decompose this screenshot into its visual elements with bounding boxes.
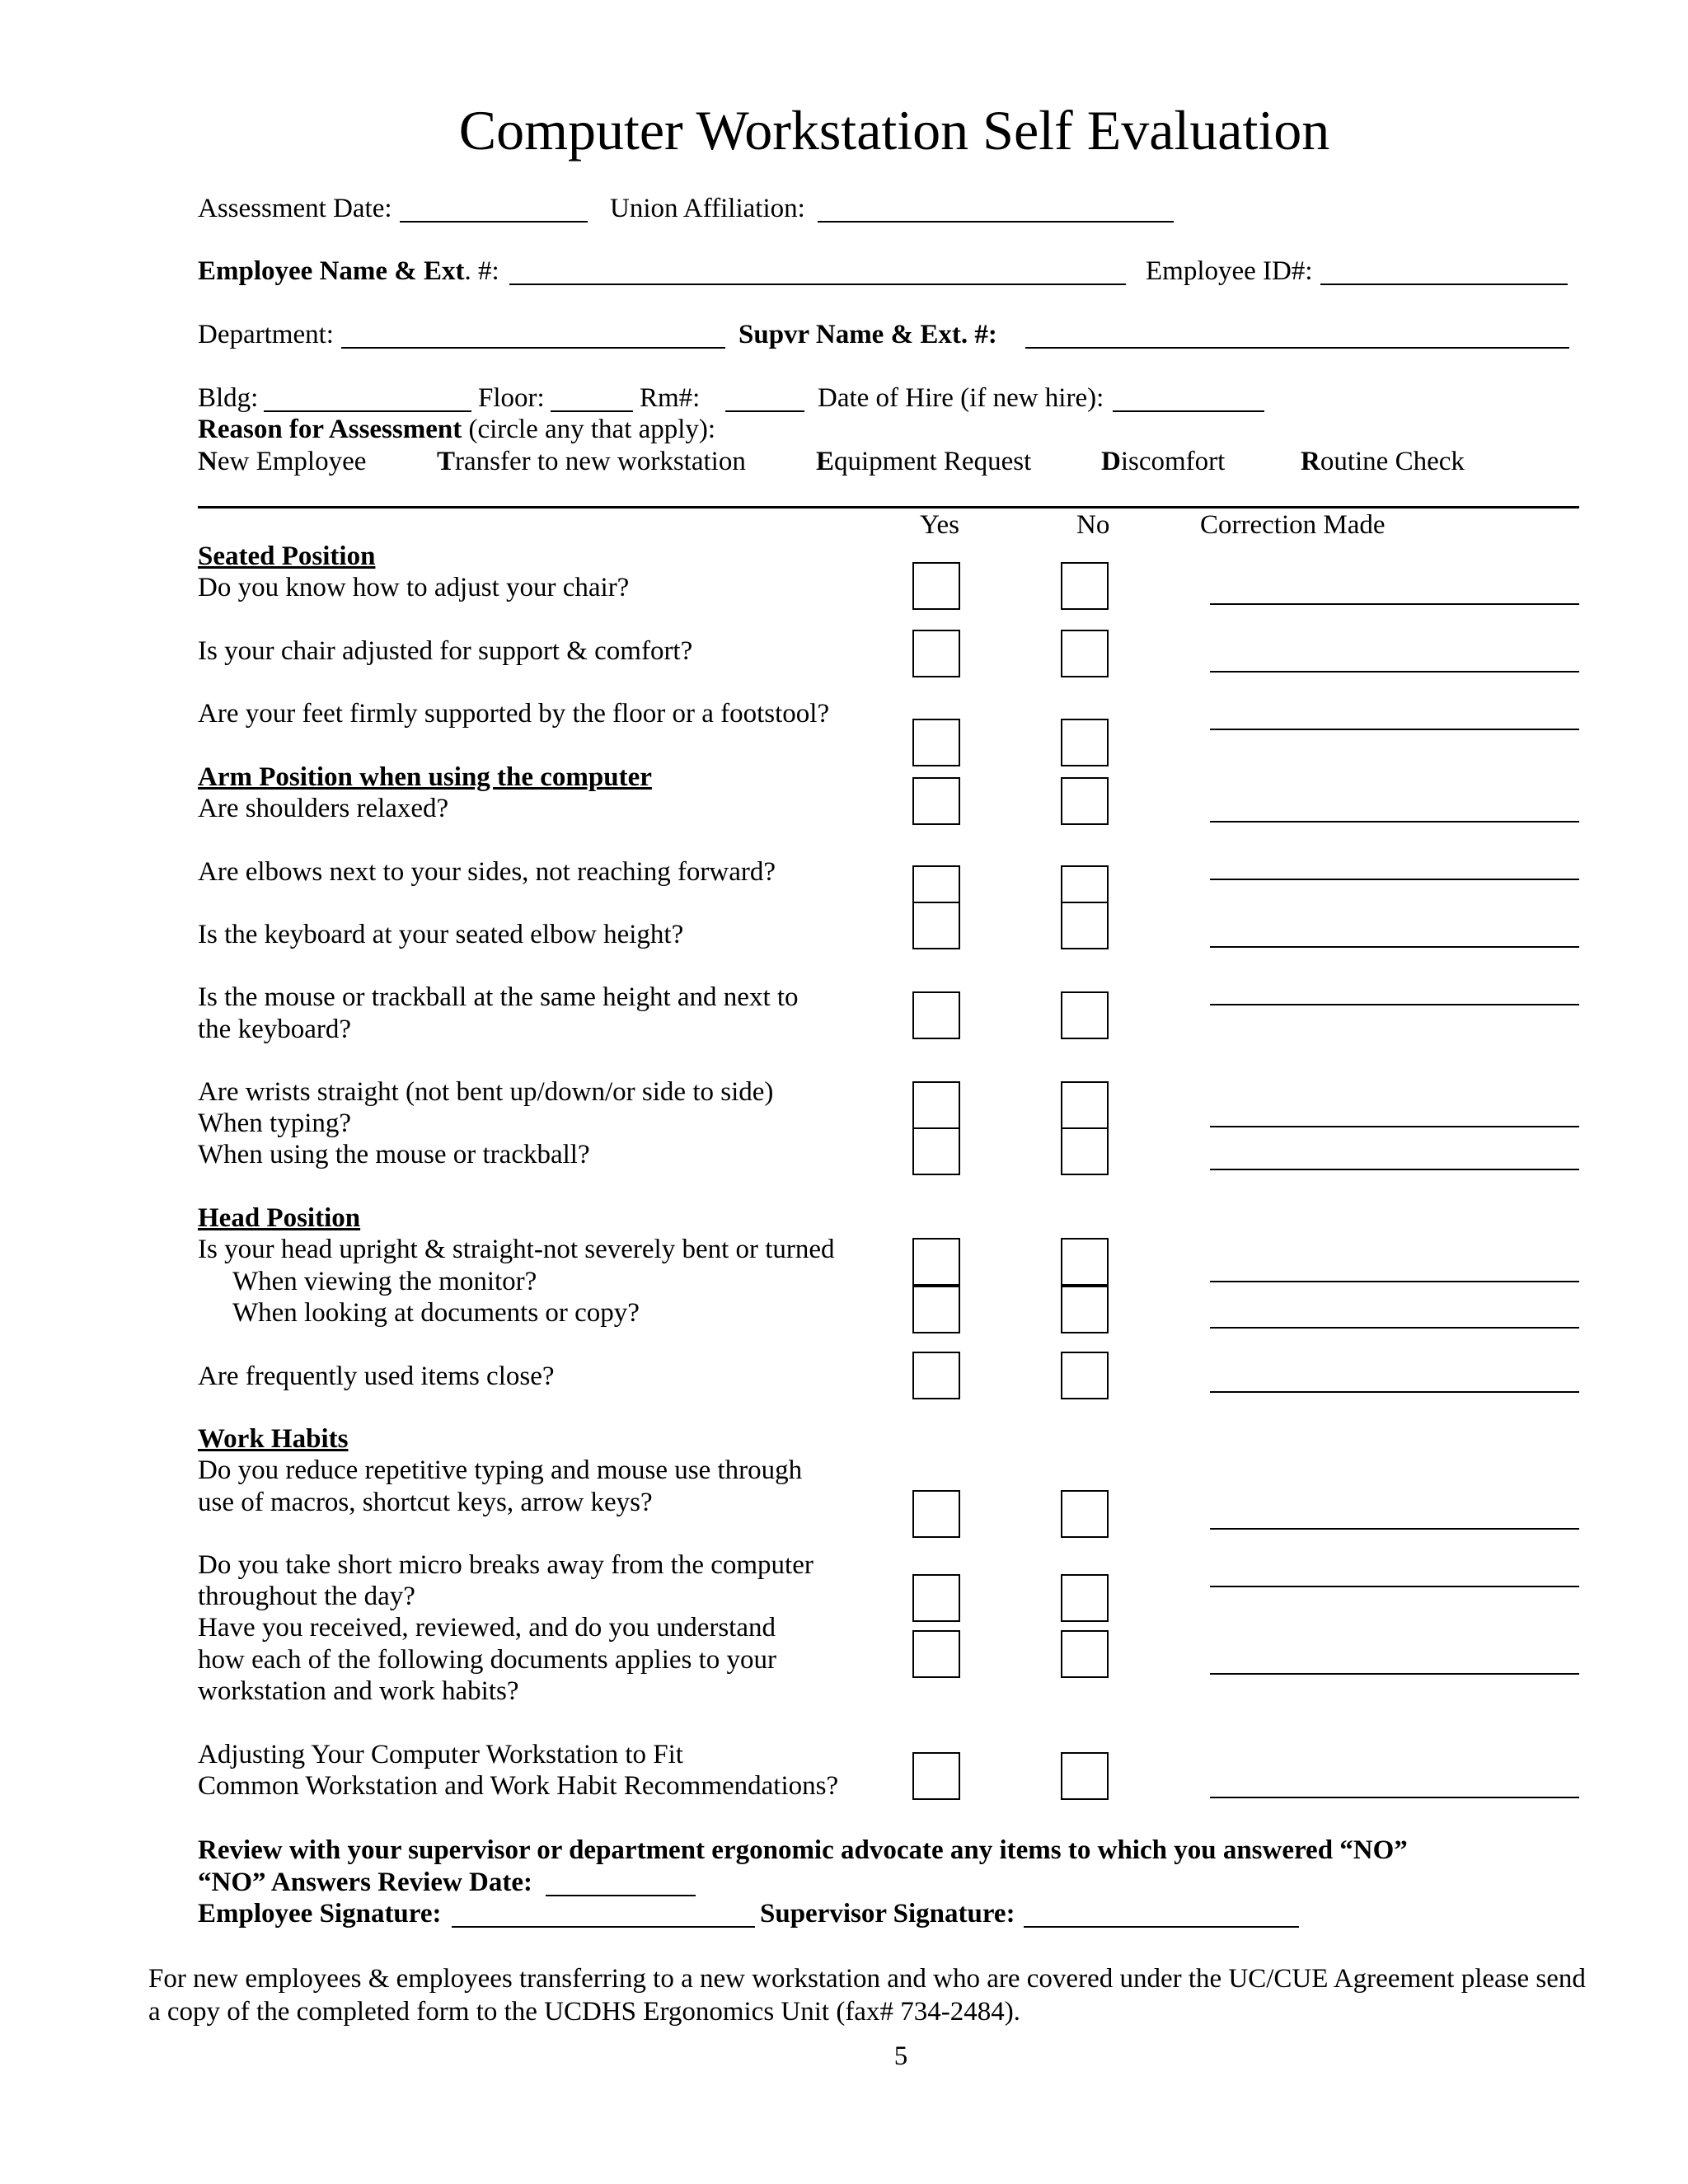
no-answers-review-date-label: “NO” Answers Review Date:	[198, 1868, 533, 1897]
employee-signature-field[interactable]	[452, 1926, 755, 1928]
no-column-header: No	[1076, 510, 1110, 540]
no-checkbox[interactable]	[1061, 991, 1109, 1039]
question-documents-line1: Have you received, reviewed, and do you understand	[198, 1613, 776, 1643]
reason-label-rest: (circle any that apply):	[462, 415, 716, 444]
floor-label: Floor:	[478, 383, 545, 413]
supervisor-signature-field[interactable]	[1024, 1926, 1299, 1928]
no-checkbox[interactable]	[1061, 1752, 1109, 1800]
correction-column-header: Correction Made	[1200, 510, 1386, 540]
no-checkbox[interactable]	[1061, 1286, 1109, 1333]
reason-initial: N	[198, 447, 218, 476]
correction-field[interactable]	[1210, 1169, 1579, 1170]
section-divider	[198, 506, 1579, 509]
reason-equipment-request[interactable]	[816, 446, 1031, 477]
question-wrists-line1: Are wrists straight (not bent up/down/or side to side)	[198, 1077, 774, 1107]
employee-id-label: Employee ID#:	[1146, 256, 1313, 286]
no-answers-review-date-field[interactable]	[546, 1895, 696, 1896]
reason-text: ew Employee	[217, 447, 367, 476]
no-checkbox[interactable]	[1061, 1490, 1109, 1538]
correction-field[interactable]	[1210, 1528, 1579, 1530]
no-checkbox[interactable]	[1061, 1352, 1109, 1399]
employee-signature-label: Employee Signature:	[198, 1899, 442, 1929]
section-head-position: Head Position	[198, 1203, 361, 1233]
question-documents-line2: how each of the following documents applies to your	[198, 1645, 777, 1675]
question-feet-supported: Are your feet firmly supported by the floor or a footstool?	[198, 699, 830, 729]
yes-checkbox[interactable]	[912, 1286, 960, 1333]
yes-checkbox[interactable]	[912, 991, 960, 1039]
question-breaks-line2: throughout the day?	[198, 1582, 415, 1611]
correction-field[interactable]	[1210, 946, 1579, 948]
page-number: 5	[893, 2041, 908, 2071]
bldg-label: Bldg:	[198, 383, 259, 413]
question-wrists-mouse: When using the mouse or trackball?	[198, 1140, 590, 1169]
yes-checkbox[interactable]	[912, 1352, 960, 1399]
question-keyboard-height: Is the keyboard at your seated elbow height?	[198, 920, 684, 949]
question-chair-adjusted: Is your chair adjusted for support & comfort?	[198, 636, 693, 666]
review-instruction: Review with your supervisor or department ergonomic advocate any items to which you answered “NO”	[198, 1835, 1408, 1865]
reason-initial: E	[816, 447, 835, 476]
section-work-habits: Work Habits	[198, 1424, 349, 1454]
question-head-upright: Is your head upright & straight-not severely bent or turned	[198, 1235, 835, 1264]
date-of-hire-label: Date of Hire (if new hire):	[818, 383, 1104, 413]
no-checkbox[interactable]	[1061, 865, 1109, 903]
yes-checkbox[interactable]	[912, 865, 960, 903]
correction-field[interactable]	[1210, 1327, 1579, 1329]
yes-checkbox[interactable]	[912, 902, 960, 949]
reason-routine-check[interactable]	[1301, 446, 1465, 477]
yes-checkbox[interactable]	[912, 1574, 960, 1622]
yes-checkbox[interactable]	[912, 1127, 960, 1175]
reason-text: quipment Request	[834, 447, 1032, 476]
union-affiliation-label: Union Affiliation:	[610, 194, 805, 223]
correction-field[interactable]	[1210, 1004, 1579, 1005]
reason-label	[198, 414, 715, 445]
yes-column-header: Yes	[920, 510, 960, 540]
supervisor-signature-label: Supervisor Signature:	[760, 1899, 1015, 1929]
yes-checkbox[interactable]	[912, 562, 960, 610]
correction-field[interactable]	[1210, 1797, 1579, 1798]
yes-checkbox[interactable]	[912, 1081, 960, 1129]
room-label: Rm#:	[640, 383, 701, 413]
department-label: Department:	[198, 320, 334, 349]
no-checkbox[interactable]	[1061, 902, 1109, 949]
floor-field[interactable]	[551, 410, 633, 412]
reason-label-bold: Reason for Assessment	[198, 415, 462, 444]
yes-checkbox[interactable]	[912, 1238, 960, 1286]
correction-field[interactable]	[1210, 1586, 1579, 1587]
employee-id-field[interactable]	[1320, 284, 1568, 285]
correction-field[interactable]	[1210, 1391, 1579, 1393]
question-recommendations-doc: Common Workstation and Work Habit Recommendations?	[198, 1771, 839, 1801]
assessment-date-field[interactable]	[400, 221, 588, 223]
correction-field[interactable]	[1210, 729, 1579, 730]
assessment-date-label: Assessment Date:	[198, 194, 392, 223]
question-mouse-line2: the keyboard?	[198, 1015, 351, 1044]
question-repetitive-line2: use of macros, shortcut keys, arrow keys?	[198, 1488, 653, 1517]
supervisor-name-label: Supvr Name & Ext. #:	[738, 320, 997, 349]
reason-initial: T	[437, 447, 456, 476]
section-arm-position: Arm Position when using the computer	[198, 762, 652, 792]
correction-field[interactable]	[1210, 821, 1579, 823]
employee-name-label-bold: Employee Name & Ext	[198, 256, 465, 286]
question-wrists-typing: When typing?	[198, 1108, 352, 1138]
reason-text: outine Check	[1320, 447, 1465, 476]
reason-new-employee[interactable]	[198, 446, 366, 477]
reason-initial: R	[1301, 447, 1320, 476]
yes-checkbox[interactable]	[912, 1630, 960, 1678]
reason-initial: D	[1101, 447, 1121, 476]
question-shoulders-relaxed: Are shoulders relaxed?	[198, 794, 449, 823]
question-head-monitor: When viewing the monitor?	[232, 1267, 537, 1296]
section-seated-position: Seated Position	[198, 541, 376, 571]
question-documents-line3: workstation and work habits?	[198, 1676, 519, 1706]
date-of-hire-field[interactable]	[1113, 410, 1264, 412]
correction-field[interactable]	[1210, 1281, 1579, 1282]
yes-checkbox[interactable]	[912, 1752, 960, 1800]
yes-checkbox[interactable]	[912, 719, 960, 766]
employee-name-field[interactable]	[509, 284, 1126, 285]
question-elbows: Are elbows next to your sides, not reaching forward?	[198, 857, 776, 887]
supervisor-name-field[interactable]	[1025, 347, 1569, 349]
no-checkbox[interactable]	[1061, 1238, 1109, 1286]
bldg-field[interactable]	[264, 410, 471, 412]
reason-discomfort[interactable]	[1101, 446, 1225, 477]
correction-field[interactable]	[1210, 1126, 1579, 1127]
union-affiliation-field[interactable]	[818, 221, 1174, 223]
no-checkbox[interactable]	[1061, 719, 1109, 766]
reason-text: ransfer to new workstation	[455, 447, 746, 476]
footer-note-line2: a copy of the completed form to the UCDHS Ergonomics Unit (fax# 734-2484).	[148, 1997, 1020, 2027]
employee-name-label-rest: . #:	[464, 256, 499, 286]
no-checkbox[interactable]	[1061, 1081, 1109, 1129]
department-field[interactable]	[341, 347, 725, 349]
reason-transfer[interactable]	[437, 446, 746, 477]
question-adjust-chair: Do you know how to adjust your chair?	[198, 573, 630, 602]
employee-name-label	[198, 255, 499, 287]
no-checkbox[interactable]	[1061, 1127, 1109, 1175]
question-mouse-line1: Is the mouse or trackball at the same height and next to	[198, 982, 799, 1012]
question-breaks-line1: Do you take short micro breaks away from the computer	[198, 1550, 814, 1580]
no-checkbox[interactable]	[1061, 777, 1109, 825]
reason-text: iscomfort	[1120, 447, 1226, 476]
yes-checkbox[interactable]	[912, 1490, 960, 1538]
room-field[interactable]	[725, 410, 804, 412]
no-checkbox[interactable]	[1061, 1630, 1109, 1678]
page-title: Computer Workstation Self Evaluation	[458, 99, 1330, 162]
correction-field[interactable]	[1210, 879, 1579, 880]
yes-checkbox[interactable]	[912, 630, 960, 677]
question-items-close: Are frequently used items close?	[198, 1361, 555, 1391]
correction-field[interactable]	[1210, 603, 1579, 605]
no-checkbox[interactable]	[1061, 630, 1109, 677]
correction-field[interactable]	[1210, 1673, 1579, 1675]
question-adjusting-doc: Adjusting Your Computer Workstation to Fit	[198, 1740, 683, 1769]
footer-note-line1: For new employees & employees transferring to a new workstation and who are covered under the UC/CUE Agreement please send	[148, 1964, 1586, 1994]
yes-checkbox[interactable]	[912, 777, 960, 825]
no-checkbox[interactable]	[1061, 562, 1109, 610]
question-head-documents: When looking at documents or copy?	[232, 1298, 640, 1328]
no-checkbox[interactable]	[1061, 1574, 1109, 1622]
correction-field[interactable]	[1210, 671, 1579, 673]
question-repetitive-line1: Do you reduce repetitive typing and mouse use through	[198, 1455, 803, 1485]
